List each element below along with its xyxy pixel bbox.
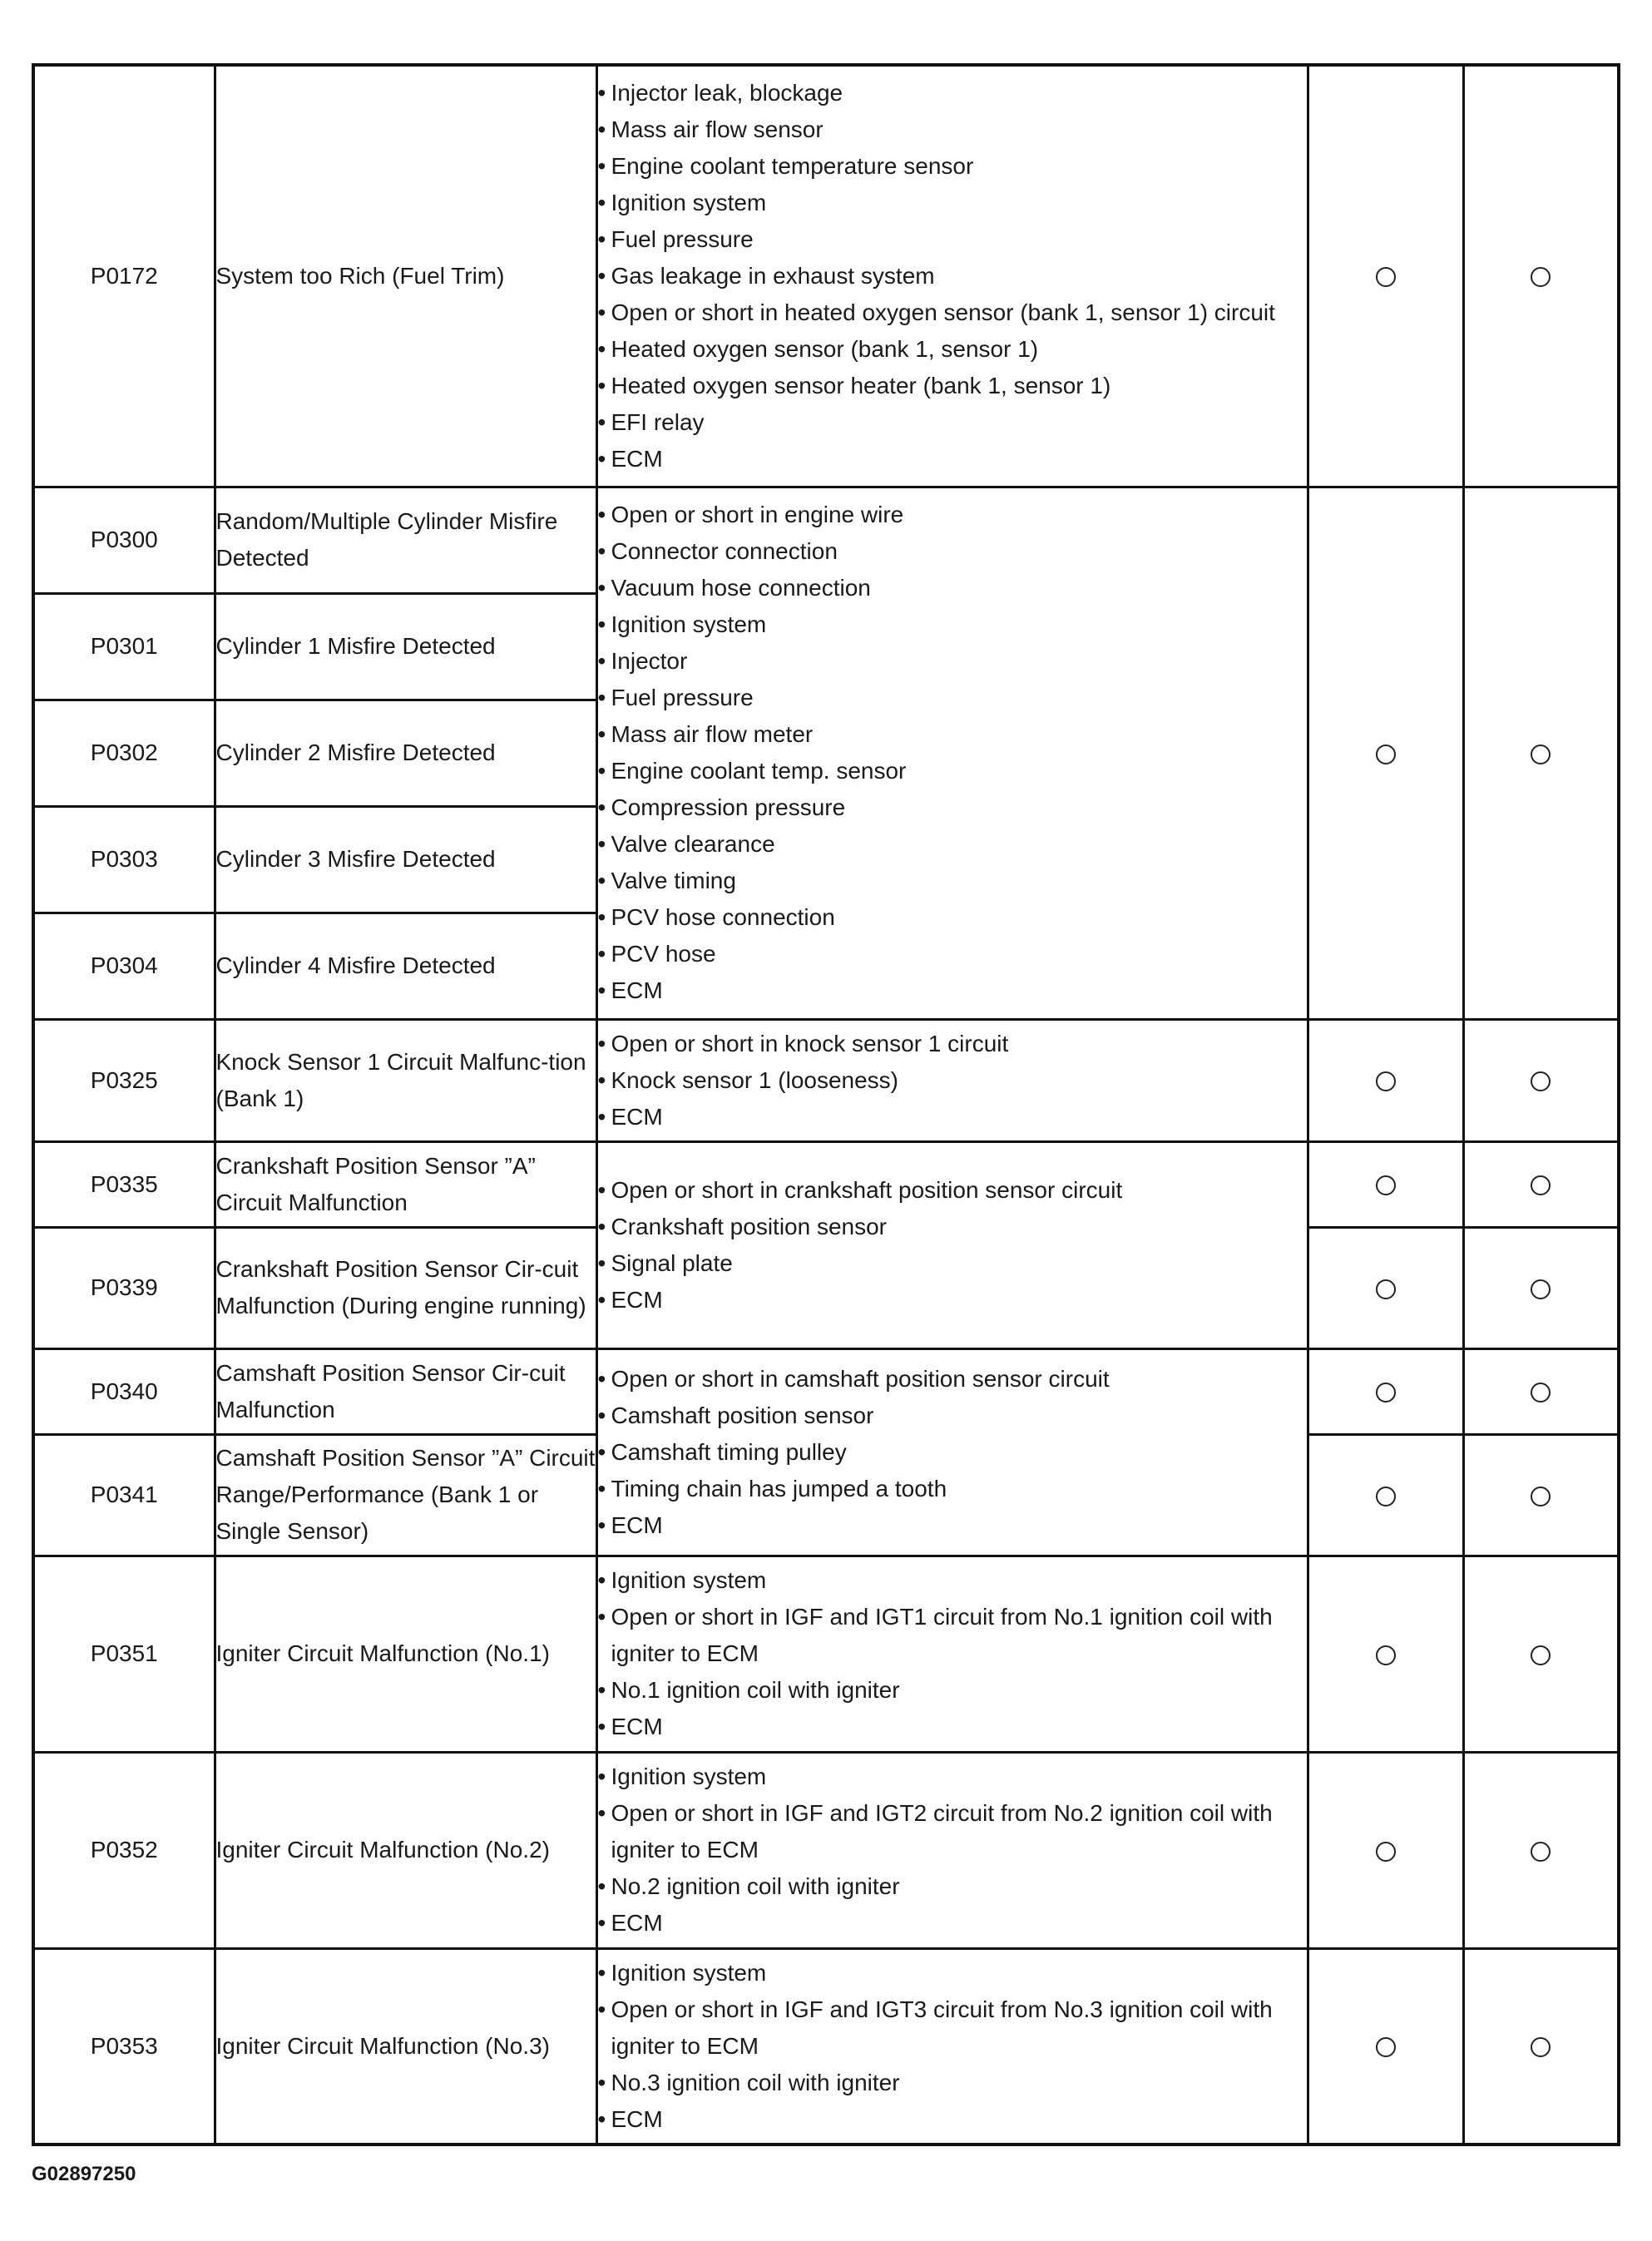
trouble-area [596,1348,1308,1556]
cause-item: • Mass air flow sensor [598,111,1307,148]
cause-item: • ECM [598,2101,1307,2138]
mil-cell [1308,1348,1463,1434]
cause-item: • PCV hose [598,936,1307,972]
circle-mark-icon [1376,2037,1396,2057]
circle-mark-icon [1531,1175,1551,1195]
dtc-code: P0172 [33,65,215,487]
mil-cell [1308,1227,1463,1348]
dtc-description: Crankshaft Position Sensor ”A” Circuit Malfunction [215,1141,596,1227]
memory-cell [1463,1434,1619,1556]
dtc-code: P0340 [33,1348,215,1434]
dtc-description: Cylinder 2 Misfire Detected [215,700,596,806]
dtc-code: P0303 [33,806,215,913]
cause-item: • Open or short in camshaft position sensor circuit [598,1361,1307,1398]
memory-cell [1463,65,1619,487]
circle-mark-icon [1531,1487,1551,1506]
mil-cell [1308,1556,1463,1752]
dtc-code: P0352 [33,1752,215,1948]
circle-mark-icon [1376,267,1396,287]
mil-cell [1308,1019,1463,1141]
mil-cell [1308,1434,1463,1556]
table-row [33,1948,1619,2145]
cause-item: • Ignition system [598,1955,1307,1991]
memory-cell [1463,1141,1619,1227]
memory-cell [1463,1752,1619,1948]
cause-item: • ECM [598,1507,1307,1544]
dtc-code: P0341 [33,1434,215,1556]
memory-cell [1463,1348,1619,1434]
table-row [33,1556,1619,1752]
cause-item: • Injector leak, blockage [598,75,1307,111]
cause-item: • Open or short in engine wire [598,497,1307,533]
cause-item: • Ignition system [598,606,1307,643]
cause-item: • Mass air flow meter [598,716,1307,753]
cause-item: • Open or short in crankshaft position sensor circuit [598,1172,1307,1209]
dtc-description: Cylinder 1 Misfire Detected [215,593,596,700]
dtc-code: P0339 [33,1227,215,1348]
mil-cell [1308,487,1463,1019]
cause-item: • Camshaft timing pulley [598,1434,1307,1471]
cause-item: • No.3 ignition coil with igniter [598,2065,1307,2101]
dtc-description: System too Rich (Fuel Trim) [215,65,596,487]
memory-cell [1463,1556,1619,1752]
cause-item: • No.2 ignition coil with igniter [598,1868,1307,1905]
cause-item: • Fuel pressure [598,680,1307,716]
dtc-description: Igniter Circuit Malfunction (No.3) [215,1948,596,2145]
cause-item: • No.1 ignition coil with igniter [598,1672,1307,1709]
table-row [33,65,1619,487]
memory-cell [1463,1227,1619,1348]
dtc-description: Igniter Circuit Malfunction (No.2) [215,1752,596,1948]
cause-item: • ECM [598,1709,1307,1745]
cause-item: • PCV hose connection [598,899,1307,936]
cause-item: • Camshaft position sensor [598,1398,1307,1434]
dtc-code: P0335 [33,1141,215,1227]
circle-mark-icon [1531,1279,1551,1299]
dtc-description: Crankshaft Position Sensor Cir-cuit Malfunction (During engine running) [215,1227,596,1348]
cause-item: • Ignition system [598,1759,1307,1795]
cause-item: • Compression pressure [598,789,1307,826]
cause-item: • Timing chain has jumped a tooth [598,1471,1307,1507]
cause-item: • EFI relay [598,404,1307,441]
circle-mark-icon [1376,1487,1396,1506]
cause-item: • Signal plate [598,1245,1307,1282]
dtc-code: P0301 [33,593,215,700]
circle-mark-icon [1376,1175,1396,1195]
circle-mark-icon [1531,1645,1551,1665]
cause-item: • Open or short in IGF and IGT3 circuit from No.3 ignition coil with igniter to ECM [598,1991,1307,2065]
circle-mark-icon [1376,1279,1396,1299]
cause-item: • Engine coolant temp. sensor [598,753,1307,789]
figure-id: G02897250 [32,2163,136,2185]
cause-item: • Engine coolant temperature sensor [598,148,1307,185]
dtc-description: Igniter Circuit Malfunction (No.1) [215,1556,596,1752]
dtc-table [32,63,1620,2146]
dtc-description: Cylinder 3 Misfire Detected [215,806,596,913]
cause-item: • Fuel pressure [598,221,1307,258]
trouble-area [596,65,1308,487]
dtc-code: P0304 [33,913,215,1019]
circle-mark-icon [1531,1383,1551,1402]
cause-item: • Knock sensor 1 (looseness) [598,1062,1307,1099]
circle-mark-icon [1531,267,1551,287]
cause-item: • Valve clearance [598,826,1307,863]
table-row [33,1141,1619,1227]
dtc-description: Knock Sensor 1 Circuit Malfunc-tion (Bank 1) [215,1019,596,1141]
memory-cell [1463,487,1619,1019]
cause-item: • Open or short in heated oxygen sensor (bank 1, sensor 1) circuit [598,294,1307,331]
mil-cell [1308,65,1463,487]
memory-cell [1463,1019,1619,1141]
table-row [33,1752,1619,1948]
table-row [33,1348,1619,1434]
dtc-description: Camshaft Position Sensor Cir-cuit Malfunction [215,1348,596,1434]
dtc-code: P0351 [33,1556,215,1752]
trouble-area [596,1141,1308,1348]
circle-mark-icon [1376,745,1396,764]
memory-cell [1463,1948,1619,2145]
circle-mark-icon [1531,1842,1551,1862]
circle-mark-icon [1376,1842,1396,1862]
mil-cell [1308,1948,1463,2145]
cause-item: • ECM [598,972,1307,1009]
cause-item: • Connector connection [598,533,1307,570]
cause-item: • ECM [598,1099,1307,1135]
cause-item: • Vacuum hose connection [598,570,1307,606]
dtc-code: P0302 [33,700,215,806]
cause-item: • Heated oxygen sensor heater (bank 1, sensor 1) [598,368,1307,404]
cause-item: • Ignition system [598,185,1307,221]
circle-mark-icon [1531,745,1551,764]
mil-cell [1308,1141,1463,1227]
cause-item: • ECM [598,1282,1307,1318]
trouble-area [596,487,1308,1019]
cause-item: • ECM [598,1905,1307,1942]
cause-item: • Injector [598,643,1307,680]
cause-item: • ECM [598,441,1307,477]
table-row [33,487,1619,593]
table-row [33,1019,1619,1141]
circle-mark-icon [1376,1071,1396,1091]
cause-item: • Ignition system [598,1562,1307,1599]
dtc-description: Random/Multiple Cylinder Misfire Detected [215,487,596,593]
dtc-description: Camshaft Position Sensor ”A” Circuit Range/Performance (Bank 1 or Single Sensor) [215,1434,596,1556]
cause-item: • Open or short in knock sensor 1 circuit [598,1026,1307,1062]
dtc-code: P0300 [33,487,215,593]
dtc-description: Cylinder 4 Misfire Detected [215,913,596,1019]
circle-mark-icon [1376,1645,1396,1665]
trouble-area [596,1019,1308,1141]
cause-item: • Heated oxygen sensor (bank 1, sensor 1) [598,331,1307,368]
dtc-code: P0353 [33,1948,215,2145]
circle-mark-icon [1531,1071,1551,1091]
cause-item: • Gas leakage in exhaust system [598,258,1307,294]
circle-mark-icon [1531,2037,1551,2057]
circle-mark-icon [1376,1383,1396,1402]
trouble-area [596,1752,1308,1948]
cause-item: • Valve timing [598,863,1307,899]
dtc-code: P0325 [33,1019,215,1141]
cause-item: • Open or short in IGF and IGT1 circuit from No.1 ignition coil with igniter to ECM [598,1599,1307,1672]
trouble-area [596,1556,1308,1752]
cause-item: • Crankshaft position sensor [598,1209,1307,1245]
cause-item: • Open or short in IGF and IGT2 circuit from No.2 ignition coil with igniter to ECM [598,1795,1307,1868]
trouble-area [596,1948,1308,2145]
mil-cell [1308,1752,1463,1948]
